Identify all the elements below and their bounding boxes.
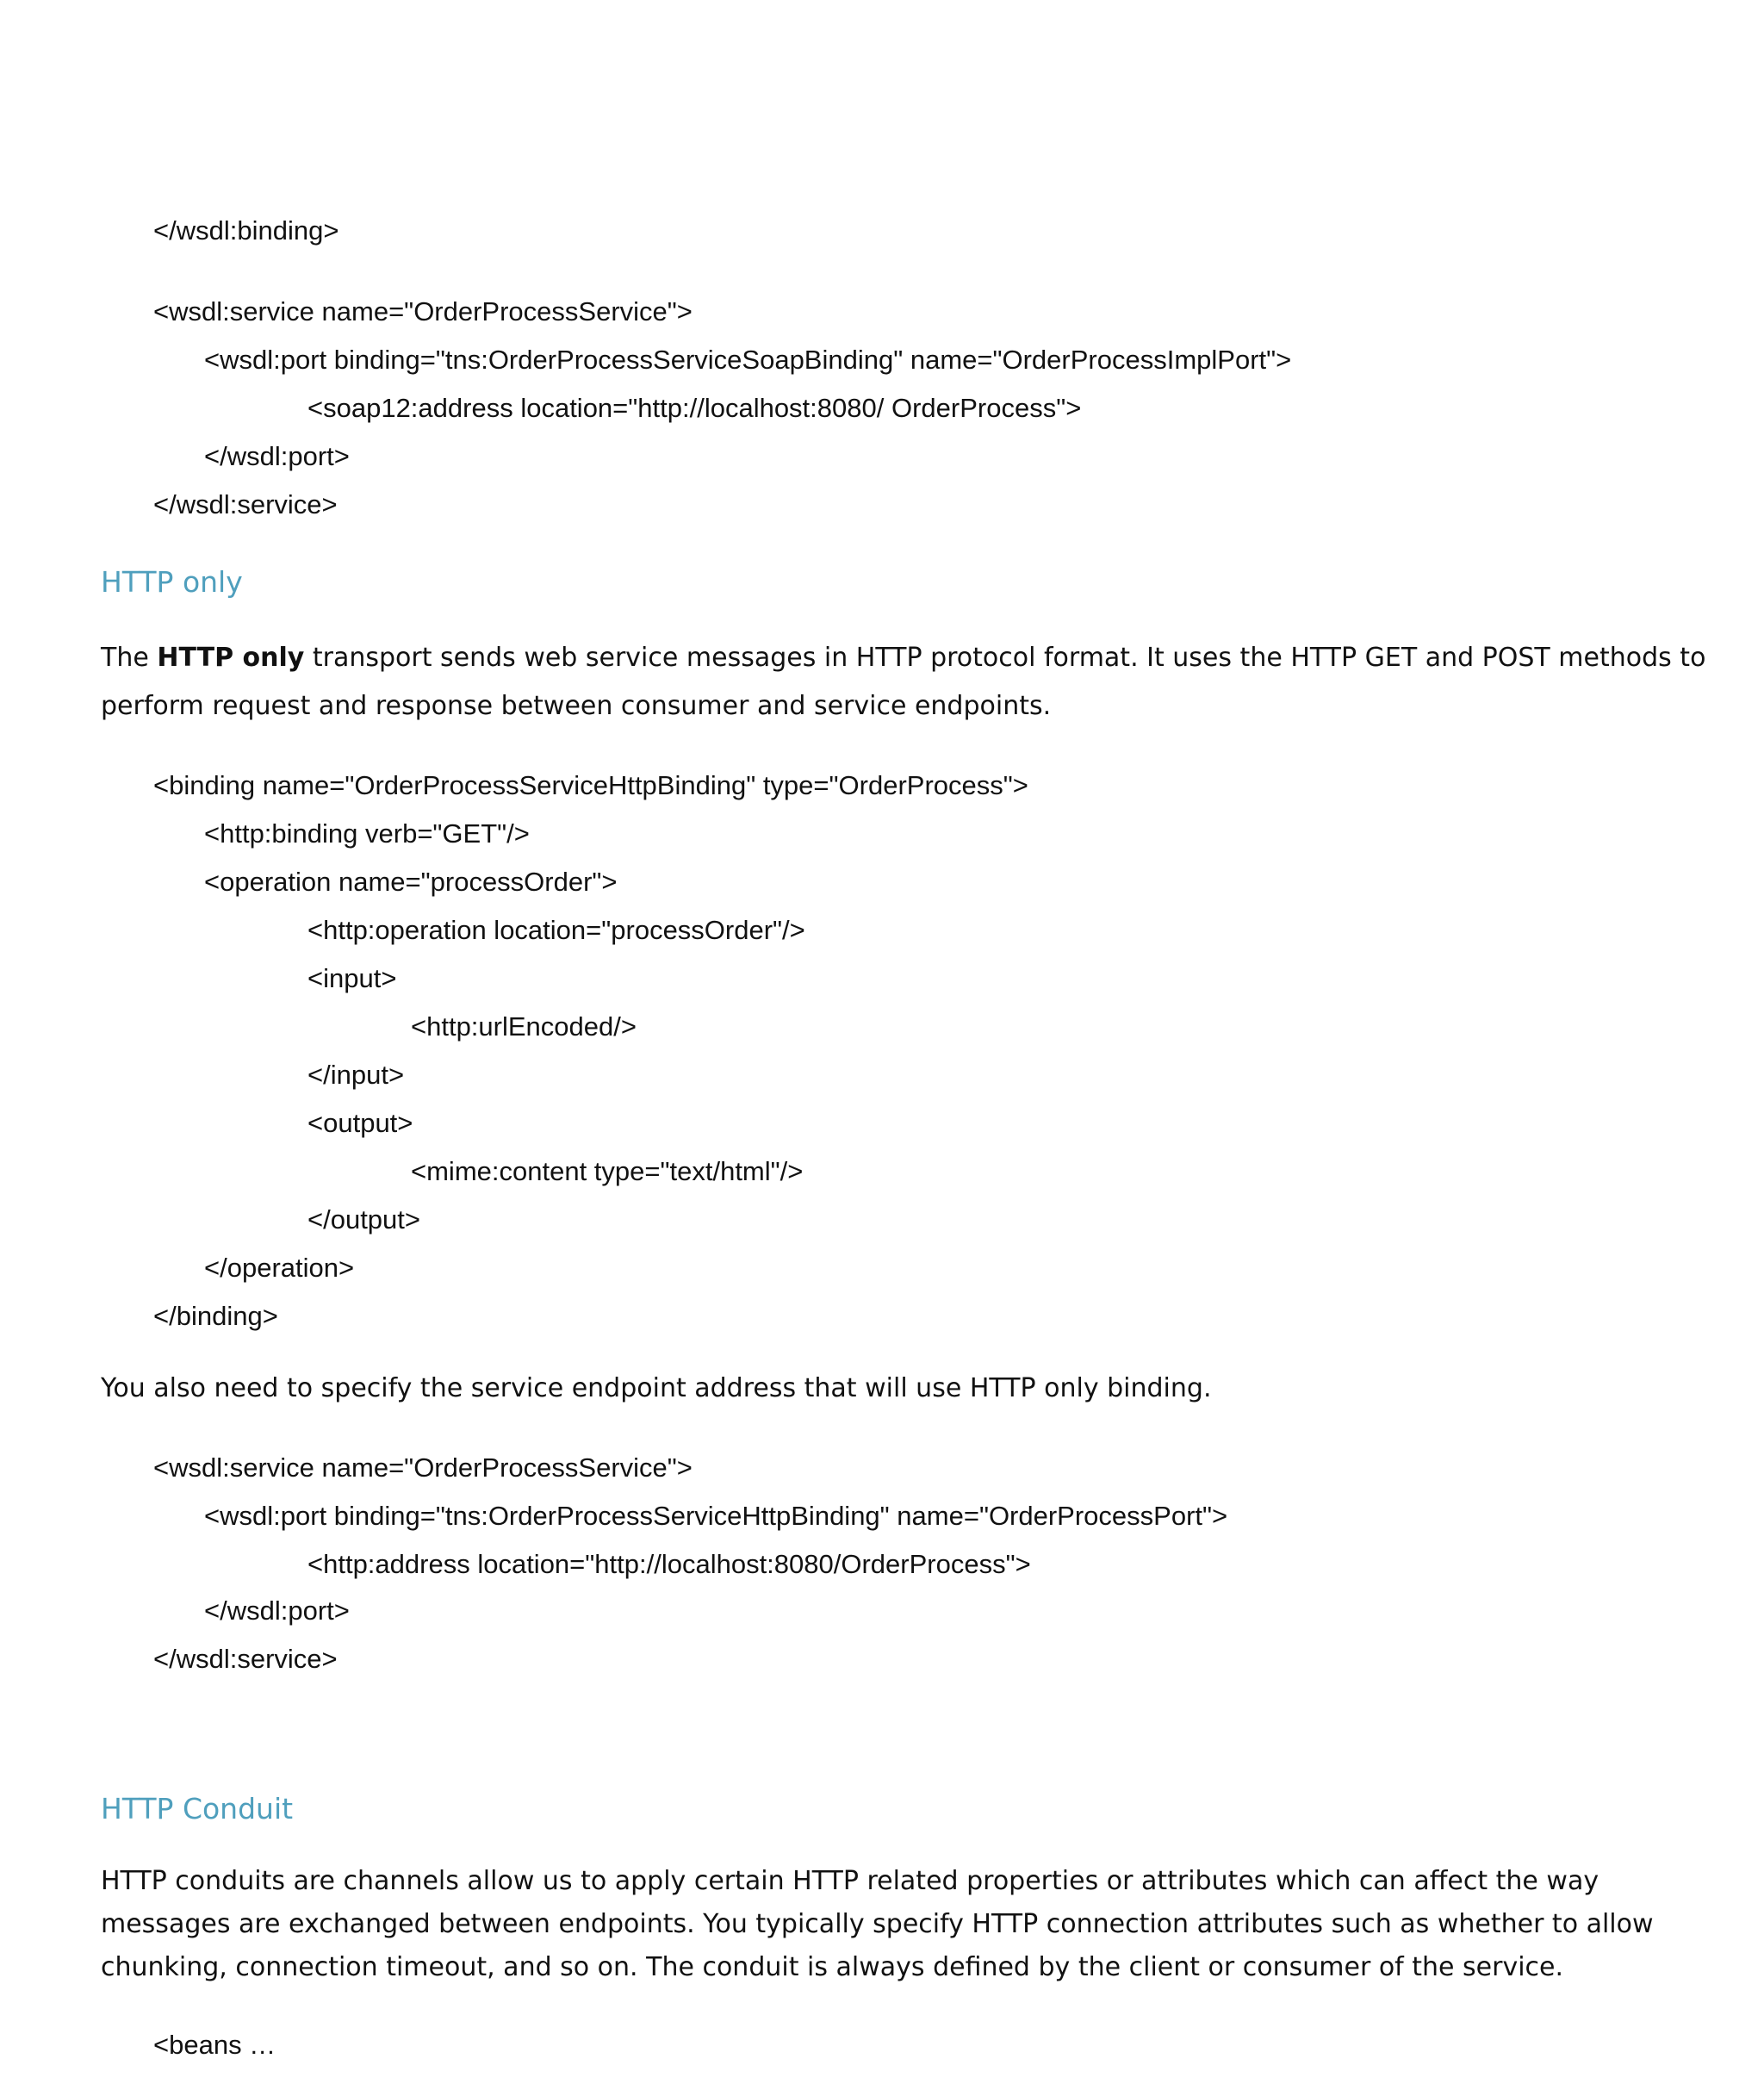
code-line: <operation name="processOrder"> bbox=[204, 867, 618, 897]
code-line: <wsdl:service name="OrderProcessService"> bbox=[153, 1452, 693, 1483]
code-line: <http:operation location="processOrder"/> bbox=[307, 915, 805, 945]
paragraph-http-only-line-1 bbox=[101, 643, 1706, 673]
code-line: <soap12:address location="http://localhost:8080/ OrderProcess"> bbox=[307, 393, 1082, 423]
code-line: </binding> bbox=[153, 1301, 278, 1331]
code-line: <wsdl:service name="OrderProcessService"> bbox=[153, 296, 693, 327]
code-line: <http:urlEncoded/> bbox=[411, 1011, 637, 1042]
code-line: <binding name="OrderProcessServiceHttpBinding" type="OrderProcess"> bbox=[153, 770, 1028, 800]
code-line: <http:address location="http://localhost:8080/OrderProcess"> bbox=[307, 1549, 1031, 1579]
code-line: <mime:content type="text/html"/> bbox=[411, 1156, 804, 1186]
paragraph-http-only-line-2: perform request and response between consumer and service endpoints. bbox=[101, 691, 1052, 721]
code-line: <input> bbox=[307, 963, 397, 993]
section-heading-http-conduit: HTTP Conduit bbox=[101, 1792, 294, 1825]
code-line: <http:binding verb="GET"/> bbox=[204, 818, 530, 849]
code-line: </wsdl:service> bbox=[153, 489, 338, 519]
code-line: <wsdl:port binding="tns:OrderProcessServiceHttpBinding" name="OrderProcessPort"> bbox=[204, 1501, 1228, 1531]
code-line: </input> bbox=[307, 1060, 405, 1090]
code-line: </wsdl:service> bbox=[153, 1644, 338, 1674]
paragraph-http-conduit-line-2: messages are exchanged between endpoints. You typically specify HTTP connection attributes such as whether to allow bbox=[101, 1909, 1654, 1939]
paragraph-http-conduit-line-3: chunking, connection timeout, and so on. The conduit is always defined by the client or consumer of the service. bbox=[101, 1952, 1564, 1982]
code-line: <output> bbox=[307, 1108, 413, 1138]
code-line: </operation> bbox=[204, 1253, 355, 1283]
paragraph-http-conduit-line-1: HTTP conduits are channels allow us to apply certain HTTP related properties or attributes which can affect the way bbox=[101, 1866, 1599, 1896]
paragraph-endpoint-address: You also need to specify the service endpoint address that will use HTTP only binding. bbox=[101, 1373, 1212, 1403]
paragraph-text: The bbox=[101, 643, 158, 673]
code-line: <beans … bbox=[153, 2030, 276, 2060]
code-line: <wsdl:port binding="tns:OrderProcessServiceSoapBinding" name="OrderProcessImplPort"> bbox=[204, 345, 1292, 375]
code-line: </wsdl:port> bbox=[204, 1595, 350, 1626]
section-heading-http-only: HTTP only bbox=[101, 565, 243, 599]
code-line: </wsdl:port> bbox=[204, 441, 350, 471]
code-line: </wsdl:binding> bbox=[153, 215, 339, 246]
paragraph-text: transport sends web service messages in HTTP protocol format. It uses the HTTP GET and POST methods to bbox=[304, 643, 1706, 673]
code-line: </output> bbox=[307, 1204, 421, 1235]
bold-term: HTTP only bbox=[157, 643, 305, 673]
